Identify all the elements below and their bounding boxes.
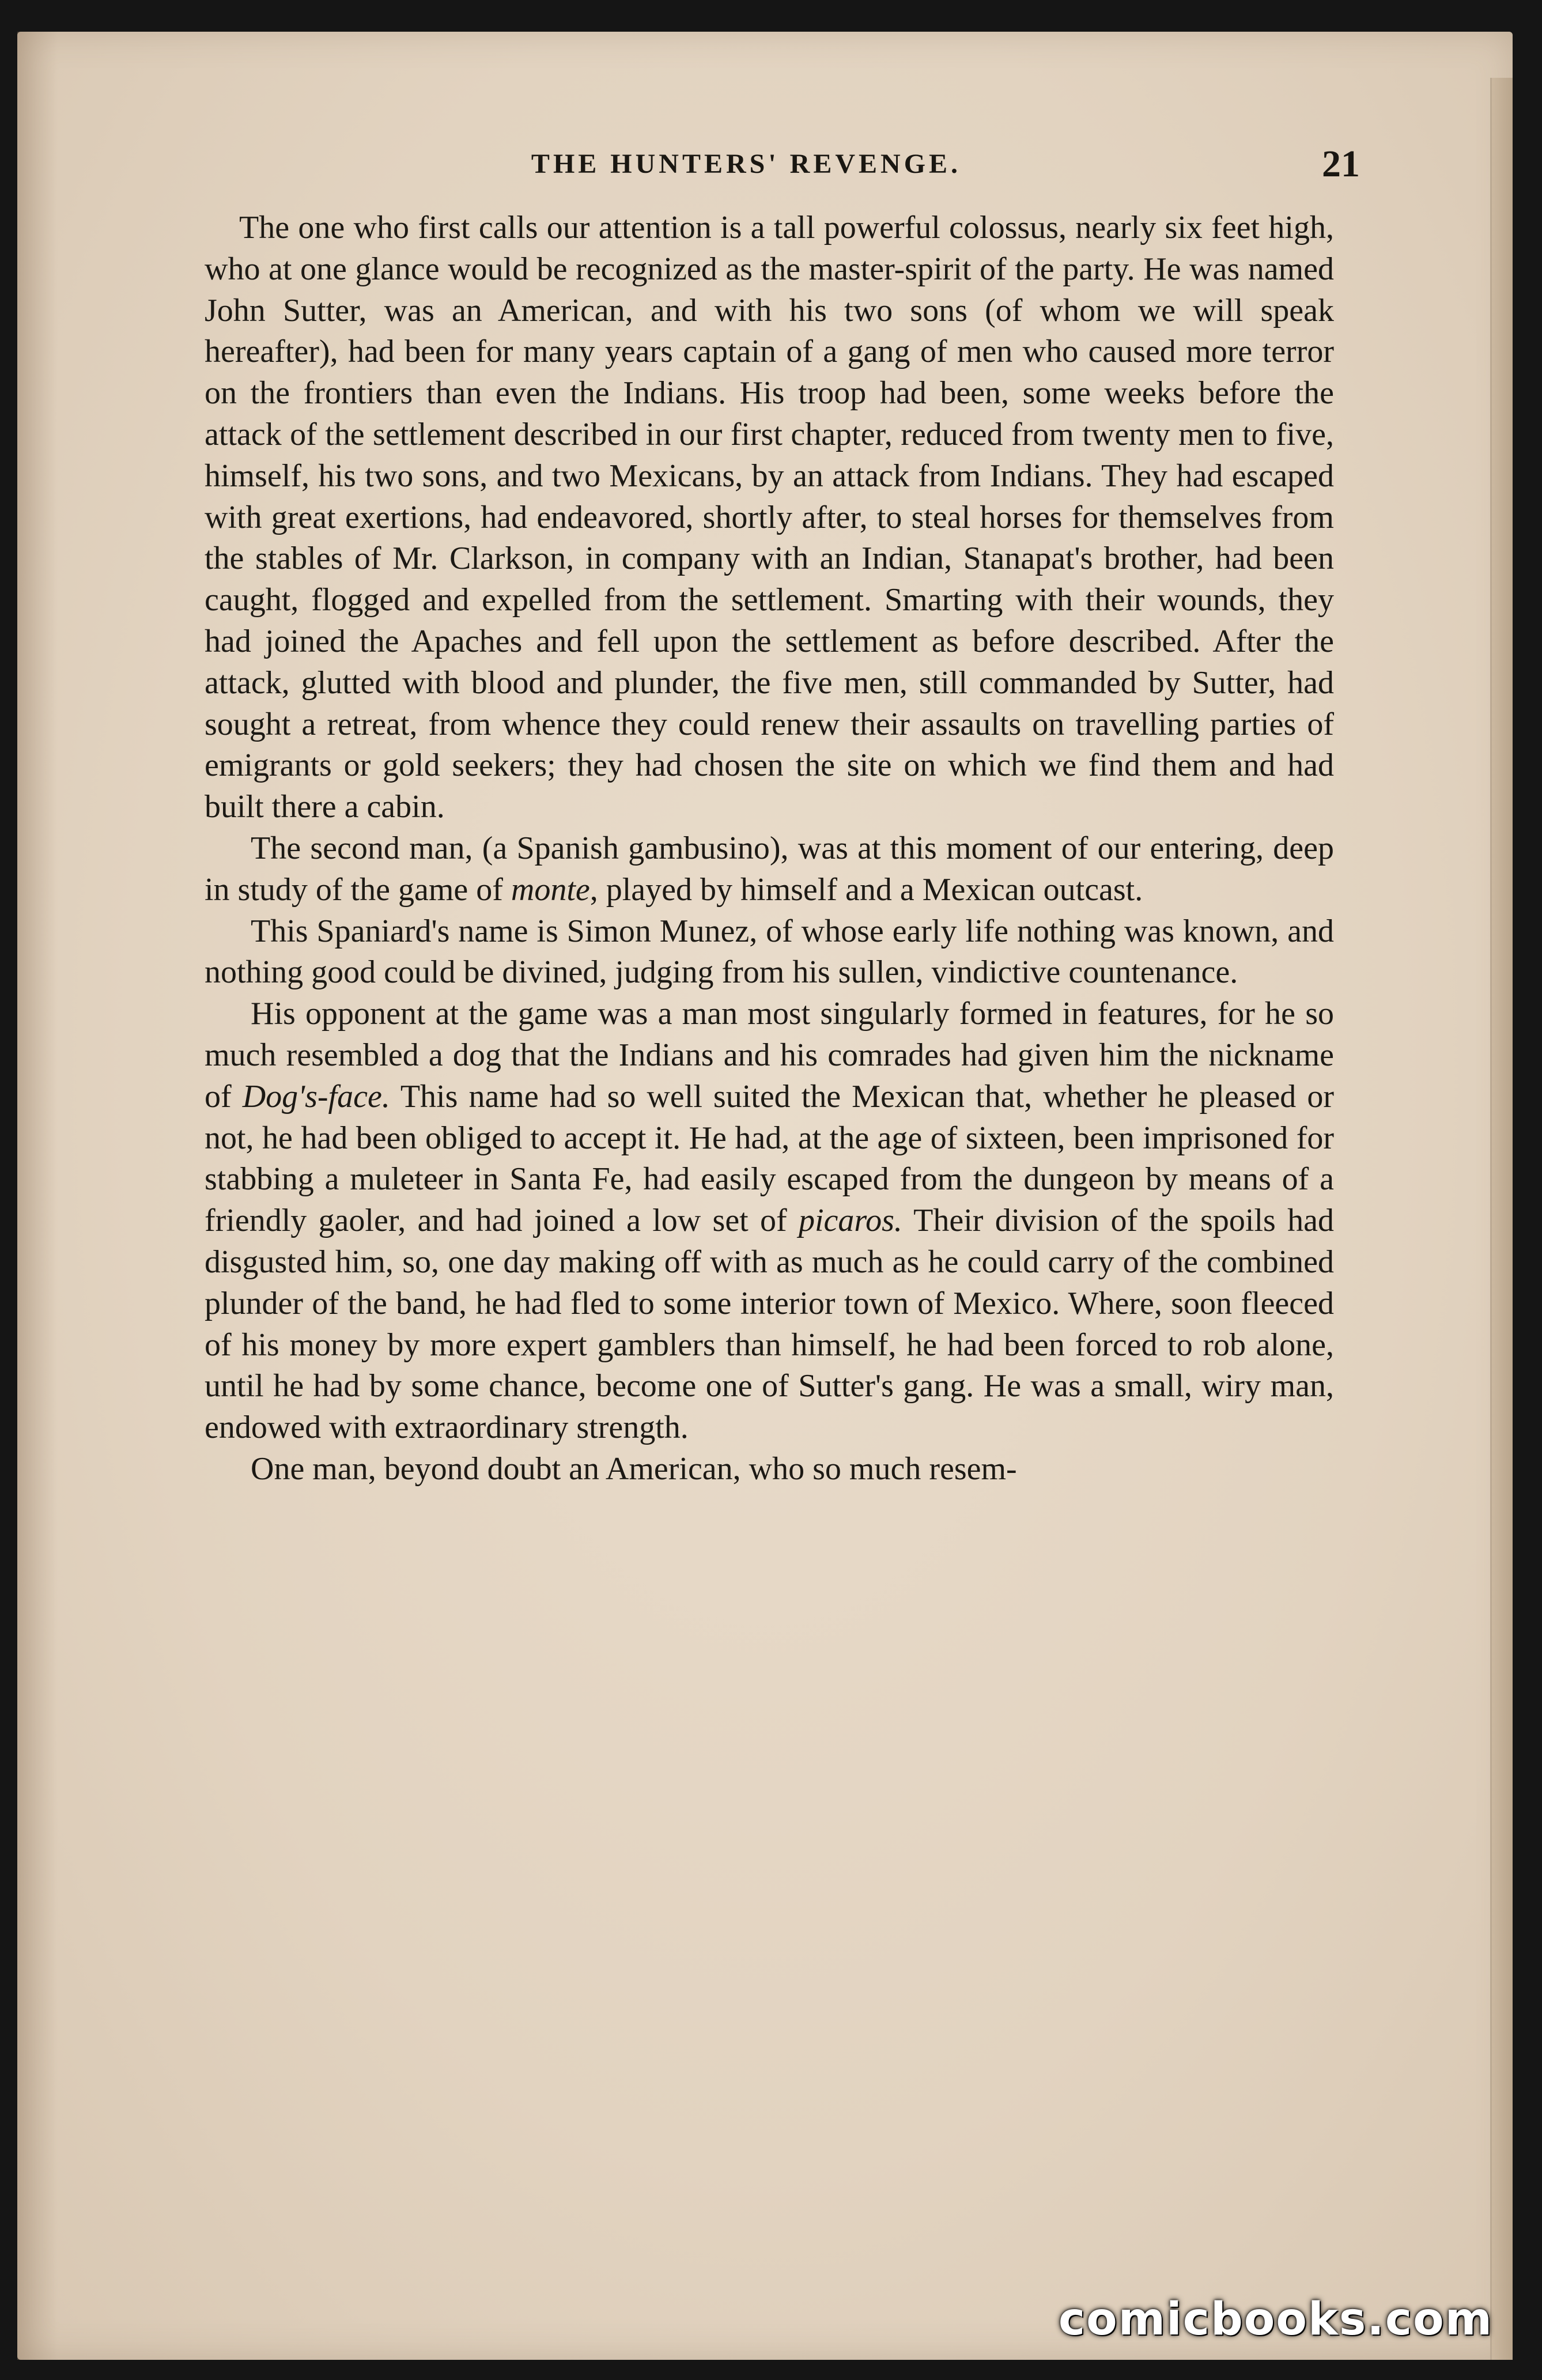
- paragraph-1-text: The one who first calls our attention is a tall powerful colossus, nearly six feet high, who at one glance would be recognized as the master-spirit of the party. He was named John Sutter, was an American, and with his two sons (of whom we will speak hereafter), had been for many years captain of a gang of men who caused more terror on the frontiers than even the Indians. His troop had been, some weeks before the attack of the settlement described in our first chapter, reduced from twenty men to five, himself, his two sons, and two Mexicans, by an attack from Indians. They had escaped with great exertions, had endeavored, shortly after, to steal horses for themselves from the stables of Mr. Clarkson, in company with an Indian, Stanapat's brother, had been caught, flogged and expelled from the settlement. Smarting with their wounds, they had joined the Apaches and fell upon the settlement as before described. After the attack, glutted with blood and plunder, the five men, still commanded by Sutter, had sought a retreat, from whence they could renew their assaults on travelling parties of emigrants or gold seekers; they had chosen the site on which we find them and had built there a cabin.: [205, 210, 1334, 825]
- watermark: comicbooks.com: [1058, 2294, 1493, 2345]
- paragraph-4-italic-b: picaros.: [798, 1203, 902, 1239]
- paragraph-4-italic-a: Dog's-face.: [242, 1078, 390, 1115]
- paragraph-2-text-b: , played by himself and a Mexican outcast.: [589, 871, 1143, 908]
- paragraph-1: [205, 207, 1334, 828]
- page-edge: [1490, 78, 1513, 2360]
- paragraph-3-text: This Spaniard's name is Simon Munez, of whose early life nothing was known, and nothing good could be divined, judging from his sullen, vindictive countenance.: [205, 913, 1334, 991]
- gutter-shadow: [17, 32, 58, 2360]
- paragraph-4: [205, 993, 1334, 1449]
- body-text: [205, 207, 1334, 1490]
- paragraph-5-text: One man, beyond doubt an American, who so much resem-: [251, 1450, 1017, 1487]
- paragraph-2-text-a: The second man, (a Spanish gambusino), was at this moment of our entering, deep in study of the game of: [205, 830, 1334, 908]
- paragraph-5: [205, 1449, 1334, 1490]
- running-header: [133, 130, 1360, 199]
- paragraph-4-text-a: His opponent at the game was a man most singularly formed in features, for he so much resembled a dog that the Indians and his comrades had given him the nickname of: [205, 996, 1334, 1115]
- paragraph-2-italic: monte: [511, 871, 590, 908]
- paragraph-3: [205, 911, 1334, 994]
- running-title: THE HUNTERS' REVENGE.: [531, 149, 962, 179]
- paragraph-4-text-b: This name had so well suited the Mexican that, whether he pleased or not, he had been obliged to accept it. He had, at the age of sixteen, been imprisoned for stabbing a muleteer in Santa Fe, had easily escaped from the dungeon by means of a friendly gaoler, and had joined a low set of: [205, 1078, 1334, 1239]
- paragraph-4-text-c: Their division of the spoils had disgusted him, so, one day making off with as much as he could carry of the combined plunder of the band, he had fled to some interior town of Mexico. Where, soon fleeced of his money by more expert gamblers than himself, he had been forced to rob alone, until he had by some chance, become one of Sutter's gang. He was a small, wiry man, endowed with extraordinary strength.: [205, 1203, 1334, 1446]
- paragraph-2: [205, 828, 1334, 911]
- page-number: 21: [1322, 143, 1360, 185]
